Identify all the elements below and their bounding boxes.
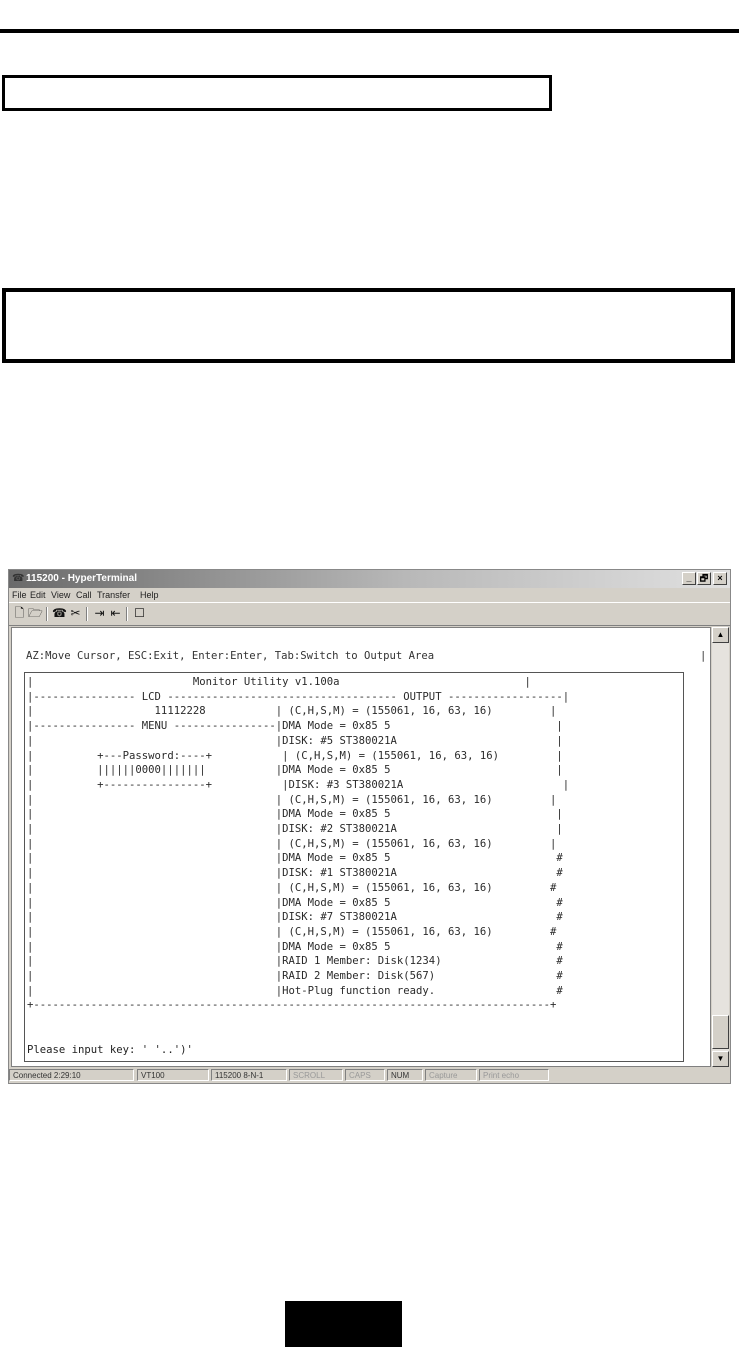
screen-line: | |DMA Mode = 0x85 5 # [27, 852, 563, 865]
monitor-utility-screen [27, 675, 569, 1013]
vertical-scrollbar[interactable] [712, 627, 729, 1067]
page-number-block [285, 1301, 402, 1347]
screen-line: | |DMA Mode = 0x85 5 # [27, 940, 563, 953]
status-port: 115200 8-N-1 [211, 1069, 287, 1081]
screen-line: | |DISK: #5 ST380021A | [27, 734, 563, 747]
keyboard-hint: AZ:Move Cursor, ESC:Exit, Enter:Enter, Tab:Switch to Output Area [26, 650, 435, 662]
status-print-echo: Print echo [479, 1069, 549, 1081]
screen-line: | |Hot-Plug function ready. # [27, 984, 563, 997]
menu-call[interactable]: Call [76, 590, 92, 600]
minimize-button[interactable]: _ [682, 572, 696, 585]
terminal-area[interactable] [11, 627, 711, 1067]
screen-line: | |DMA Mode = 0x85 5 # [27, 896, 563, 909]
screen-line: | Monitor Utility v1.100a | [27, 676, 531, 688]
screen-line: | |DISK: #7 ST380021A # [27, 911, 563, 924]
status-caps: CAPS [345, 1069, 385, 1081]
screen-line: | |RAID 1 Member: Disk(1234) # [27, 955, 563, 968]
screen-line: | |DISK: #1 ST380021A # [27, 867, 563, 880]
screen-line: | |DMA Mode = 0x85 5 | [27, 808, 563, 821]
menu-bar [9, 588, 730, 602]
status-num: NUM [387, 1069, 423, 1081]
scroll-up-button[interactable]: ▲ [712, 627, 729, 643]
top-rule [0, 29, 739, 33]
screen-line: | |DISK: #2 ST380021A | [27, 823, 563, 836]
status-scroll: SCROLL [289, 1069, 343, 1081]
title-bar [9, 570, 730, 588]
scroll-down-button[interactable]: ▼ [712, 1051, 729, 1067]
note-box [2, 288, 735, 363]
menu-file[interactable]: File [12, 590, 27, 600]
screen-line: |---------------- LCD ------------------------------------ OUTPUT ------------------| [27, 690, 570, 703]
new-icon[interactable]: 🗋 [14, 606, 25, 620]
restore-button[interactable]: 🗗 [697, 572, 711, 585]
status-capture: Capture [425, 1069, 477, 1081]
menu-edit[interactable]: Edit [30, 590, 46, 600]
screen-line: +---------------------------------------------------------------------------------+ [27, 999, 557, 1012]
toolbar [9, 602, 730, 626]
status-emulation: VT100 [137, 1069, 209, 1081]
disconnect-icon[interactable]: ✂ [70, 606, 81, 620]
connect-icon[interactable]: ☎ [52, 606, 67, 620]
heading-box [2, 75, 552, 111]
screen-line: | 11112228 | (C,H,S,M) = (155061, 16, 63, 16) | [27, 705, 557, 718]
menu-help[interactable]: Help [140, 590, 159, 600]
hyperterminal-icon: ☎ [12, 573, 25, 584]
menu-view[interactable]: View [51, 590, 71, 600]
toolbar-separator [126, 607, 128, 621]
screen-line: | +---Password:----+ | (C,H,S,M) = (155061, 16, 63, 16) | [27, 749, 563, 762]
scroll-thumb[interactable] [712, 1015, 729, 1049]
send-icon[interactable]: ⇥ [94, 606, 105, 620]
toolbar-separator [46, 607, 48, 621]
close-button[interactable]: × [713, 572, 727, 585]
screen-line: | | (C,H,S,M) = (155061, 16, 63, 16) | [27, 837, 557, 850]
screen-line: |---------------- MENU ----------------|DMA Mode = 0x85 5 | [27, 720, 563, 733]
monitor-utility-frame [24, 672, 684, 1062]
screen-line: | ||||||0000||||||| |DMA Mode = 0x85 5 | [27, 764, 563, 777]
hyperterminal-window [8, 569, 731, 1084]
status-bar [9, 1068, 730, 1083]
input-prompt: Please input key: ' '..')' [27, 1044, 193, 1056]
status-connected: Connected 2:29:10 [9, 1069, 134, 1081]
screen-line: | |RAID 2 Member: Disk(567) # [27, 970, 563, 983]
screen-line: | | (C,H,S,M) = (155061, 16, 63, 16) | [27, 793, 557, 806]
hint-edge: | [700, 650, 707, 662]
screen-line: | | (C,H,S,M) = (155061, 16, 63, 16) # [27, 925, 557, 938]
menu-transfer[interactable]: Transfer [97, 590, 131, 600]
receive-icon[interactable]: ⇤ [110, 606, 121, 620]
toolbar-separator [86, 607, 88, 621]
screen-line: | | (C,H,S,M) = (155061, 16, 63, 16) # [27, 881, 557, 894]
screen-line: | +----------------+ |DISK: #3 ST380021A | [27, 778, 570, 791]
open-icon[interactable]: 🗁 [28, 606, 43, 620]
properties-icon[interactable]: ☐ [134, 606, 145, 620]
window-title: 115200 - HyperTerminal [26, 573, 137, 584]
